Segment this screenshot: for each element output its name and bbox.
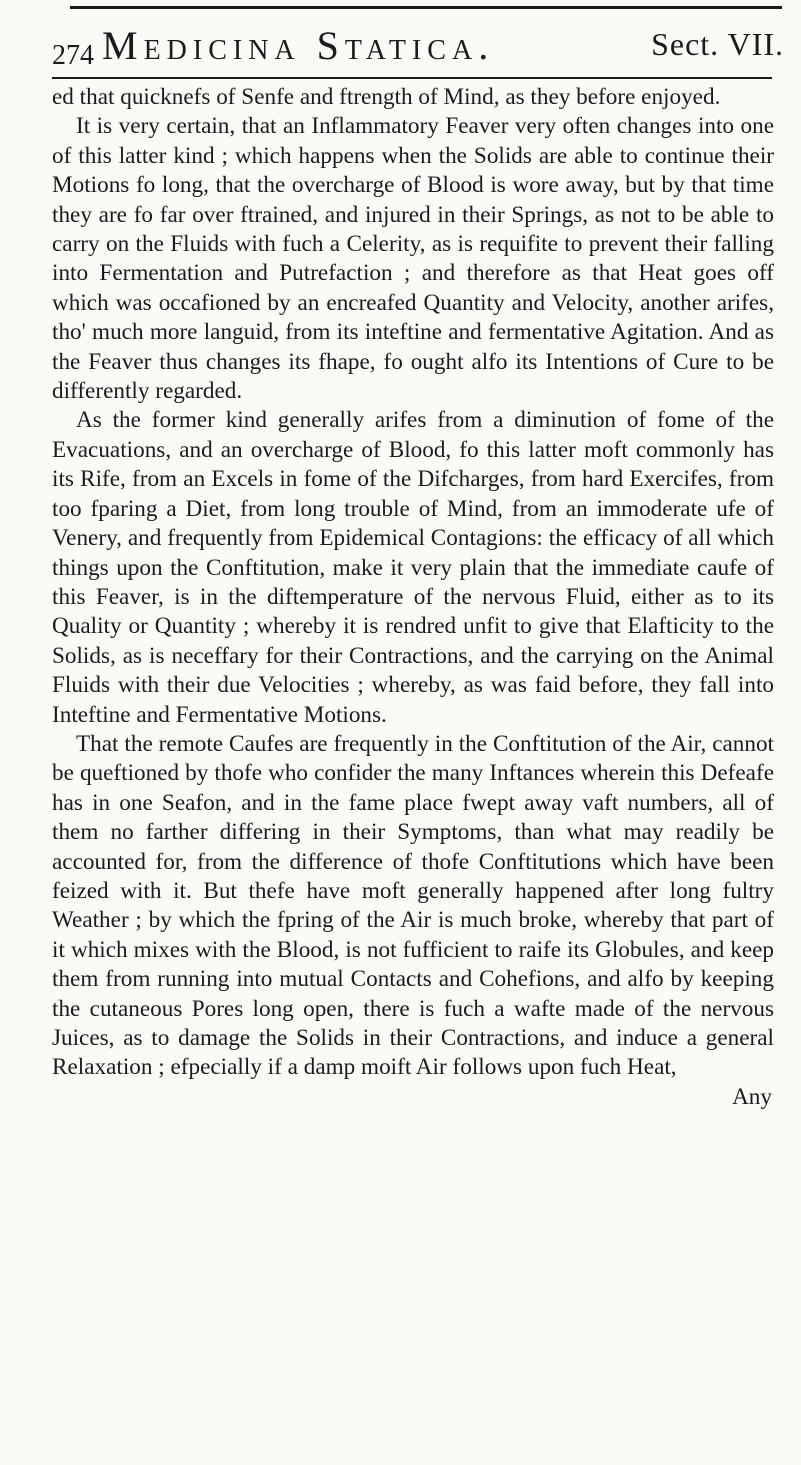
running-title: Medicina Statica. — [102, 23, 495, 68]
top-rule — [70, 6, 782, 9]
catchword: Any — [732, 1083, 772, 1110]
paragraph-inflammatory-feaver: It is very certain, that an Inflammatory Feaver very often changes into one of this latter kind ; which happens when the Solids are able to continue their Motions fo long, that the overcharge of Blood is wore away, but by that time they are fo far over ftrained, and injured in their Springs, as not to be able to carry on the Fluids with fuch a Celerity, as is requifite to prevent their falling into Fermentation and Putrefaction ; and therefore as that Heat goes off which was occafioned by an encreafed Quantity and Velocity, another arifes, tho' much more languid, from its inteftine and fermentative Agitation. And as the Feaver thus changes its fhape, fo ought alfo its Intentions of Cure to be differently regarded. — [52, 113, 774, 405]
catchline — [52, 1083, 772, 1112]
paragraph-causes: As the former kind generally arifes from a diminution of fome of the Evacuations, and an overcharge of Blood, fo this latter moft commonly has its Rife, from an Excels in fome of the Difcharges, from hard Exercifes, from too fparing a Diet, from long trouble of Mind, from an immoderate ufe of Venery, and frequently from Epidemical Contagions: the efficacy of all which things upon the Conftitution, make it very plain that the immediate caufe of this Feaver, is in the diftemperature of the nervous Fluid, either as to its Quality or Quantity ; whereby it is rendred unfit to give that Elafticity to the Solids, as is neceffary for their Contractions, and the carrying on the Animal Fluids with their due Velocities ; whereby, as was faid before, they fall into Inteftine and Fermentative Motions. — [52, 407, 774, 728]
running-header — [52, 20, 792, 70]
paragraph-continuation: ed that quicknefs of Senfe and ftrength of Mind, as they before enjoyed. — [52, 84, 721, 110]
body-text — [52, 83, 774, 1112]
header-rule — [52, 77, 772, 79]
paragraph-remote-causes: That the remote Caufes are frequently in the Conftitution of the Air, cannot be queftioned by thofe who confider the many Inftances wherein this Defeafe has in one Seafon, and in the fame place fwept away vaft numbers, all of them no farther differing in their Symptoms, than what may readily be accounted for, from the difference of thofe Conftitutions which have been feized with it. But thefe have moft generally happened after long fultry Weather ; by which the fpring of the Air is much broke, whereby that part of it which mixes with the Blood, is not fufficient to raife its Globules, and keep them from running into mutual Contacts and Cohefions, and alfo by keeping the cutaneous Pores long open, there is fuch a wafte made of the nervous Juices, as to damage the Solids in their Contractions, and induce a general Relaxation ; efpecially if a damp moift Air follows upon fuch Heat, — [52, 730, 774, 1081]
section-reference: Sect. VII. — [651, 26, 784, 62]
page-number: 274 — [52, 40, 94, 71]
